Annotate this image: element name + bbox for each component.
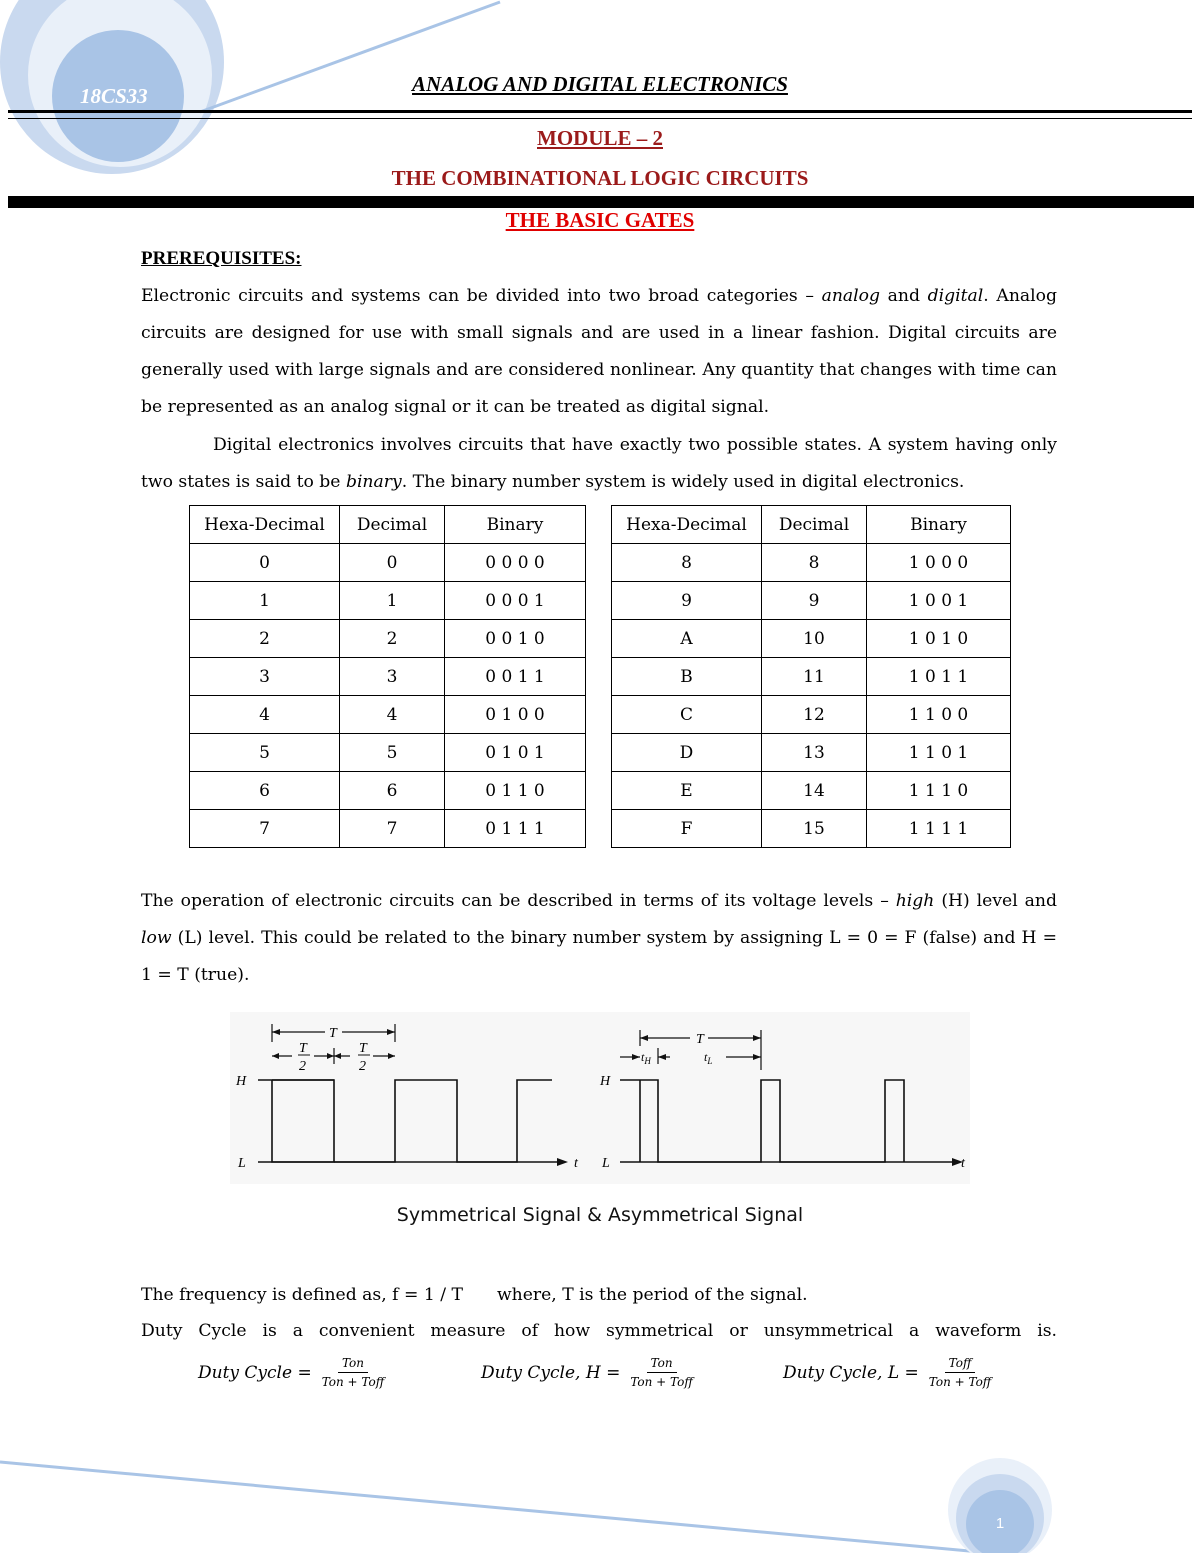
table-cell: 0 1 1 0: [445, 772, 586, 810]
high-level-label: H: [600, 1074, 611, 1089]
prerequisites-heading: PREREQUISITES:: [141, 248, 302, 269]
table-cell: 4: [190, 696, 340, 734]
duty-cycle-low-formula: Duty Cycle, L = $\frac{\text{Toff}}{\text{Ton + Toff}}$: [783, 1356, 992, 1389]
low-time-label: $t_L$: [704, 1050, 713, 1066]
table-cell: A: [612, 620, 762, 658]
module-heading: MODULE – 2: [537, 126, 663, 150]
table-row: [190, 582, 1011, 620]
paragraph-intro: Electronic circuits and systems can be divided into two broad categories – analog and digital. Analog circuits are designed for use with small signals and are used in a linear fashion. Digital circuits are generally used with large signals and are considered nonlinear. Any quantity that changes with time can be represented as an analog signal or it can be treated as digital signal.: [141, 286, 1057, 417]
table-cell: 6: [190, 772, 340, 810]
table-cell: 13: [762, 734, 867, 772]
table-cell: 1 0 1 1: [867, 658, 1011, 696]
table-gap: [586, 772, 612, 810]
high-time-label: $t_H$: [641, 1050, 651, 1066]
table-cell: 1 1 0 1: [867, 734, 1011, 772]
table-cell: 0 0 0 1: [445, 582, 586, 620]
table-cell: 6: [340, 772, 445, 810]
duty-cycle-formula: Duty Cycle = $\frac{\text{Ton}}{\text{Ton + Toff}}$: [198, 1356, 385, 1389]
table-cell: 0: [190, 544, 340, 582]
time-axis-label: t: [574, 1156, 578, 1171]
table-cell: 1 0 0 0: [867, 544, 1011, 582]
table-cell: 8: [612, 544, 762, 582]
table-header: Hexa-Decimal: [612, 506, 762, 544]
table-gap: [586, 582, 612, 620]
chapter-heading: THE COMBINATIONAL LOGIC CIRCUITS: [391, 166, 809, 190]
table-row: [190, 620, 1011, 658]
table-gap: [586, 696, 612, 734]
table-header: Binary: [445, 506, 586, 544]
page-number: 1: [995, 1515, 1005, 1532]
table-cell: B: [612, 658, 762, 696]
table-gap: [586, 734, 612, 772]
asymmetrical-signal: [599, 1030, 966, 1171]
frequency-definition: The frequency is defined as, f = 1 / T where, T is the period of the signal.: [141, 1285, 808, 1305]
section-rule: [8, 196, 1194, 208]
table-header-row: [190, 506, 1011, 544]
table-cell: 8: [762, 544, 867, 582]
table-cell: 5: [340, 734, 445, 772]
table-cell: 0 1 0 0: [445, 696, 586, 734]
table-cell: 1: [190, 582, 340, 620]
table-cell: 10: [762, 620, 867, 658]
table-cell: 9: [612, 582, 762, 620]
table-row: [190, 658, 1011, 696]
table-row: [190, 696, 1011, 734]
table-cell: 1 1 1 0: [867, 772, 1011, 810]
symmetrical-signal: [235, 1024, 579, 1171]
course-code: 18CS33: [80, 84, 148, 108]
table-cell: 1 0 1 0: [867, 620, 1011, 658]
table-row: [190, 772, 1011, 810]
table-gap: [586, 658, 612, 696]
table-cell: 4: [340, 696, 445, 734]
table-cell: 7: [190, 810, 340, 848]
table-cell: 9: [762, 582, 867, 620]
paragraph-voltage-levels: The operation of electronic circuits can be described in terms of its voltage levels – high (H) level and low (L) level. This could be related to the binary number system by assigning L = 0 = F (false) and H = 1 = T (true).: [141, 891, 1057, 985]
table-cell: F: [612, 810, 762, 848]
table-row: [190, 734, 1011, 772]
footer-decoration: [0, 1440, 1200, 1553]
table-gap: [586, 810, 612, 848]
table-cell: 1: [340, 582, 445, 620]
table-row: [190, 544, 1011, 582]
table-cell: 14: [762, 772, 867, 810]
high-level-label: H: [236, 1074, 247, 1089]
table-cell: 3: [190, 658, 340, 696]
header-rule: [8, 110, 1192, 119]
table-cell: 0 0 1 0: [445, 620, 586, 658]
half-period-denominator: 2: [299, 1059, 306, 1074]
table-cell: 3: [340, 658, 445, 696]
table-cell: 1 0 0 1: [867, 582, 1011, 620]
table-cell: 0: [340, 544, 445, 582]
table-cell: D: [612, 734, 762, 772]
table-cell: 1 1 0 0: [867, 696, 1011, 734]
table-cell: 0 0 0 0: [445, 544, 586, 582]
paragraph-binary: Digital electronics involves circuits that have exactly two possible states. A system having only two states is said to be binary. The binary number system is widely used in digital electronics.: [141, 435, 1057, 492]
duty-cycle-high-formula: Duty Cycle, H = $\frac{\text{Ton}}{\text{Ton + Toff}}$: [481, 1356, 693, 1389]
table-cell: 7: [340, 810, 445, 848]
table-cell: 1 1 1 1: [867, 810, 1011, 848]
table-cell: 0 1 1 1: [445, 810, 586, 848]
table-gap: [586, 506, 612, 544]
table-cell: 0 0 1 1: [445, 658, 586, 696]
section-heading: THE BASIC GATES: [505, 208, 695, 232]
table-header: Hexa-Decimal: [190, 506, 340, 544]
period-label: T: [696, 1032, 704, 1047]
table-row: [190, 810, 1011, 848]
low-level-label: L: [238, 1156, 246, 1171]
duty-cycle-definition: Duty Cycle is a convenient measure of how symmetrical or unsymmetrical a waveform is.: [141, 1321, 1057, 1341]
table-header: Decimal: [340, 506, 445, 544]
low-level-label: L: [602, 1156, 610, 1171]
table-cell: C: [612, 696, 762, 734]
table-cell: E: [612, 772, 762, 810]
table-gap: [586, 620, 612, 658]
table-cell: 15: [762, 810, 867, 848]
number-system-table: [189, 505, 1011, 848]
table-cell: 11: [762, 658, 867, 696]
table-cell: 2: [340, 620, 445, 658]
table-gap: [586, 544, 612, 582]
table-cell: 5: [190, 734, 340, 772]
half-period-numerator: T: [359, 1041, 367, 1056]
document-title: ANALOG AND DIGITAL ELECTRONICS: [412, 72, 788, 96]
table-header: Binary: [867, 506, 1011, 544]
time-axis-label: t: [961, 1156, 965, 1171]
table-header: Decimal: [762, 506, 867, 544]
half-period-denominator: 2: [359, 1059, 366, 1074]
table-cell: 2: [190, 620, 340, 658]
figure-caption: Symmetrical Signal & Asymmetrical Signal: [396, 1204, 804, 1226]
signal-waveform-figure: [230, 1012, 970, 1184]
table-cell: 0 1 0 1: [445, 734, 586, 772]
half-period-numerator: T: [299, 1041, 307, 1056]
table-cell: 12: [762, 696, 867, 734]
period-label: T: [329, 1026, 337, 1041]
